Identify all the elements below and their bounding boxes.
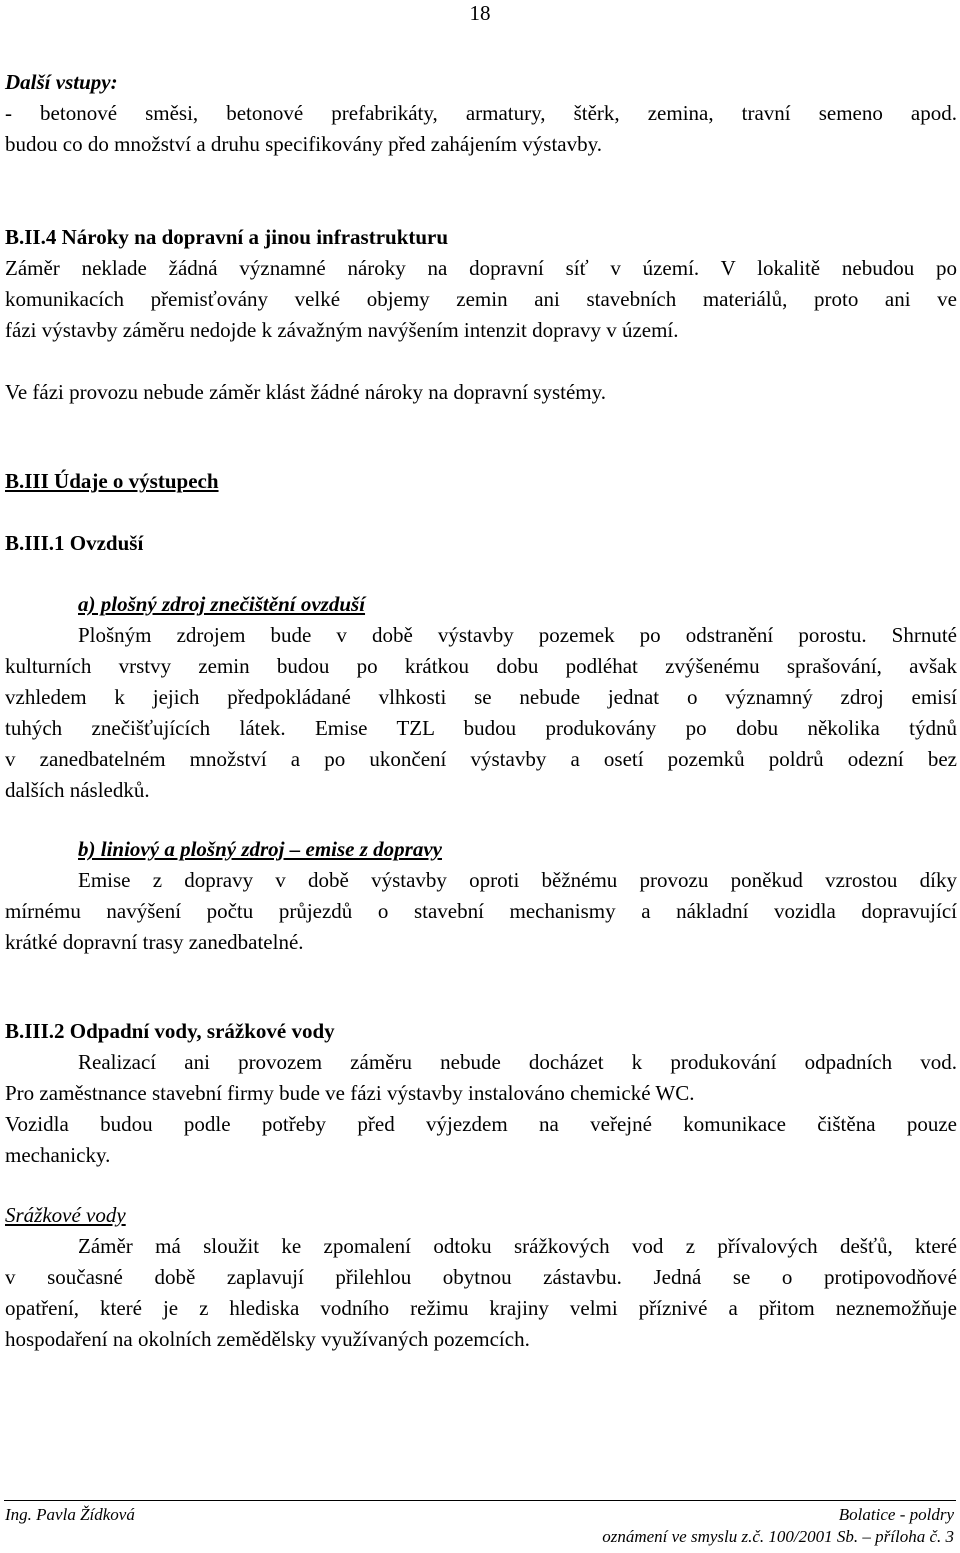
- paragraph-line: mechanicky.: [5, 1143, 111, 1167]
- paragraph-line: mírnému navýšení počtu průjezdů o stavební mechanismy a nákladní vozidla dopravující: [5, 899, 957, 923]
- paragraph-line: krátké dopravní trasy zanedbatelné.: [5, 930, 304, 954]
- footer-project: Bolatice - poldry: [838, 1505, 954, 1524]
- section-heading-inputs: Další vstupy:: [5, 70, 118, 94]
- inputs-line: budou co do množství a druhu specifikovány před zahájením výstavby.: [5, 132, 602, 156]
- paragraph-line: dalších následků.: [5, 778, 150, 802]
- footer-divider: [4, 1500, 956, 1501]
- paragraph-line: fázi výstavby záměru nedojde k závažným navýšením intenzit dopravy v území.: [5, 318, 679, 342]
- subheading-area-source: a) plošný zdroj znečištění ovzduší: [78, 592, 366, 616]
- paragraph-line: tuhých znečišťujících látek. Emise TZL budou produkovány po dobu několika týdnů: [5, 716, 957, 740]
- paragraph-line: Záměr neklade žádná významné nároky na dopravní síť v území. V lokalitě nebudou po: [5, 256, 957, 280]
- paragraph-line: v současné době zaplavují přilehlou obytnou zástavbu. Jedná se o protipovodňové: [5, 1265, 957, 1289]
- page-number: 18: [469, 1, 491, 25]
- paragraph-line: hospodaření na okolních zemědělsky využívaných pozemcích.: [5, 1327, 530, 1351]
- footer-author: Ing. Pavla Žídková: [5, 1505, 135, 1524]
- subheading-traffic-source: b) liniový a plošný zdroj – emise z dopravy: [78, 837, 442, 861]
- section-heading-b32: B.III.2 Odpadní vody, srážkové vody: [5, 1019, 335, 1043]
- section-heading-b31: B.III.1 Ovzduší: [5, 531, 144, 555]
- paragraph-line: kulturních vrstvy zemin budou po krátkou dobu podléhat zvýšenému sprašování, avšak: [5, 654, 957, 678]
- paragraph-line: Pro zaměstnance stavební firmy bude ve fázi výstavby instalováno chemické WC.: [5, 1081, 695, 1105]
- footer-note: oznámení ve smyslu z.č. 100/2001 Sb. – příloha č. 3: [602, 1527, 954, 1546]
- paragraph-line: Emise z dopravy v době výstavby oproti běžnému provozu poněkud vzrostou díky: [78, 868, 957, 892]
- paragraph-line: Záměr má sloužit ke zpomalení odtoku srážkových vod z přívalových dešťů, které: [78, 1234, 957, 1258]
- paragraph-line: v zanedbatelném množství a po ukončení výstavby a osetí pozemků poldrů odezní bez: [5, 747, 957, 771]
- paragraph-line: opatření, které je z hlediska vodního režimu krajiny velmi příznivé a přitom neznemožňuje: [5, 1296, 957, 1320]
- paragraph-line: Plošným zdrojem bude v době výstavby pozemek po odstranění porostu. Shrnuté: [78, 623, 957, 647]
- subheading-rainwater: Srážkové vody: [5, 1203, 126, 1227]
- inputs-line: - betonové směsi, betonové prefabrikáty, armatury, štěrk, zemina, travní semeno apod.: [5, 101, 957, 125]
- section-heading-b3: B.III Údaje o výstupech: [5, 469, 219, 493]
- paragraph-line: komunikacích přemisťovány velké objemy zemin ani stavebních materiálů, proto ani ve: [5, 287, 957, 311]
- paragraph-line: Ve fázi provozu nebude záměr klást žádné nároky na dopravní systémy.: [5, 380, 607, 404]
- paragraph-line: Realizací ani provozem záměru nebude docházet k produkování odpadních vod.: [78, 1050, 957, 1074]
- section-heading-b24: B.II.4 Nároky na dopravní a jinou infrastrukturu: [5, 225, 449, 249]
- paragraph-line: Vozidla budou podle potřeby před výjezdem na veřejné komunikace čištěna pouze: [5, 1112, 957, 1136]
- paragraph-line: vzhledem k jejich předpokládané vlhkosti se nebude jednat o významný zdroj emisí: [5, 685, 957, 709]
